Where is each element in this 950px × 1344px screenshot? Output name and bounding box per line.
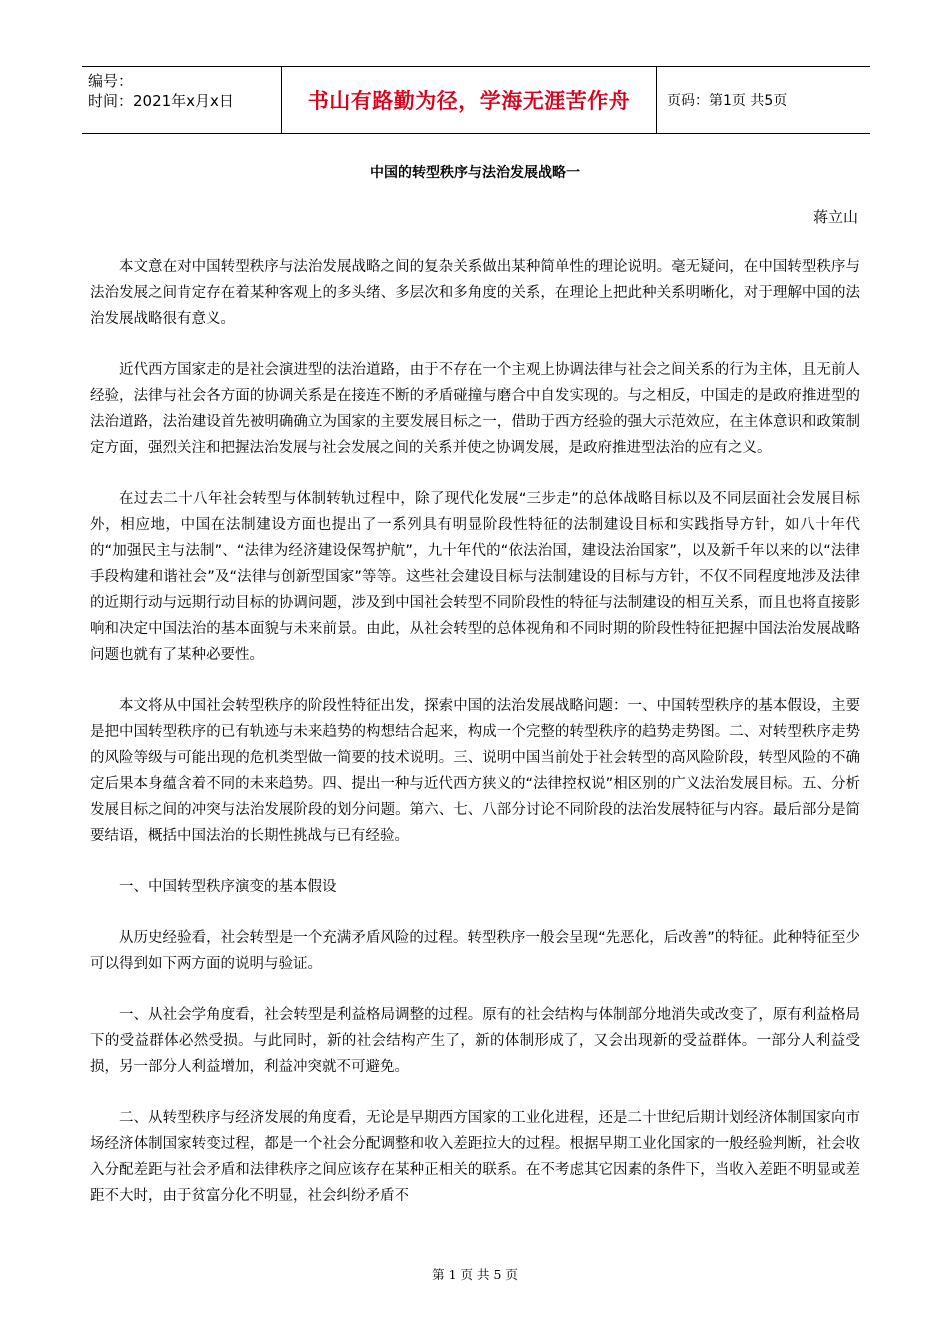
document-author: 蒋立山 <box>812 208 858 226</box>
paragraph: 二、从转型秩序与经济发展的角度看，无论是早期西方国家的工业化进程，还是二十世纪后期计划经济体制国家向市场经济体制国家转变过程，都是一个社会分配调整和收入差距拉大的过程。根据早期工业化国家的一般经验判断，社会收入分配差距与社会矛盾和法律秩序之间应该存在某种正相关的联系。在不考虑其它因素的条件下，当收入差距不明显或差距不大时，由于贫富分化不明显，社会纠纷矛盾不 <box>90 1110 860 1204</box>
header-page-info: 页码：第1页 共5页 <box>667 93 788 109</box>
paragraph: 本文将从中国社会转型秩序的阶段性特征出发，探索中国的法治发展战略问题：一、中国转型秩序的基本假设，主要是把中国转型秩序的已有轨迹与未来趋势的构想结合起来，构成一个完整的转型秩序的趋势走势图。二、对转型秩序走势的风险等级与可能出现的危机类型做一简要的技术说明。三、说明中国当前处于社会转型的高风险阶段，转型风险的不确定后果本身蕴含着不同的未来趋势。四、提出一种与近代西方狭义的“法律控权说”相区别的广义法治发展目标。五、分析发展目标之间的冲突与法治发展阶段的划分问题。第六、七、八部分讨论不同阶段的法治发展特征与内容。最后部分是简要结语，概括中国法治的长期性挑战与已有经验。 <box>90 698 860 844</box>
header-page-cell <box>657 67 870 133</box>
document-number-label: 编号： <box>88 72 134 90</box>
document-body <box>90 254 860 1234</box>
section-heading: 一、中国转型秩序演变的基本假设 <box>119 879 337 895</box>
document-title: 中国的转型秩序与法治发展战略一 <box>370 165 580 181</box>
paragraph: 在过去二十八年社会转型与体制转轨过程中，除了现代化发展“三步走”的总体战略目标以及不同层面社会发展目标外，相应地，中国在法制建设方面也提出了一系列具有明显阶段性特征的法制建设目标和实践指导方针，如八十年代的“加强民主与法制”、“法律为经济建设保驾护航”，九十年代的“依法治国，建设法治国家”，以及新千年以来的以“法律手段构建和谐社会”及“法律与创新型国家”等等。这些社会建设目标与法制建设的目标与方针，不仅不同程度地涉及法律的近期行动与远期行动目标的协调问题，涉及到中国社会转型不同阶段性的特征与法制建设的相互关系，而且也将直接影响和决定中国法治的基本面貌与未来前景。由此，从社会转型的总体视角和不同时期的阶段性特征把握中国法治发展战略问题也就有了某种必要性。 <box>90 491 860 663</box>
paragraph: 近代西方国家走的是社会演进型的法治道路，由于不存在一个主观上协调法律与社会之间关系的行为主体，且无前人经验，法律与社会各方面的协调关系是在接连不断的矛盾碰撞与磨合中自发实现的。与之相反，中国走的是政府推进型的法治道路，法治建设首先被明确确立为国家的主要发展目标之一，借助于西方经验的强大示范效应，在主体意识和政策制定方面，强烈关注和把握法治发展与社会发展之间的关系并使之协调发展，是政府推进型法治的应有之义。 <box>90 362 860 456</box>
page-footer: 第 1 页 共 5 页 <box>432 1267 518 1282</box>
header-motto-cell <box>282 67 657 133</box>
document-date-label: 时间：2021年x月x日 <box>88 92 234 110</box>
paragraph: 一、从社会学角度看，社会转型是利益格局调整的过程。原有的社会结构与体制部分地消失或改变了，原有利益格局下的受益群体必然受损。与此同时，新的社会结构产生了，新的体制形成了，又会出现新的受益群体。一部分人利益受损，另一部分人利益增加，利益冲突就不可避免。 <box>90 1007 860 1075</box>
paragraph: 从历史经验看，社会转型是一个充满矛盾风险的过程。转型秩序一般会呈现“先恶化，后改善”的特征。此种特征至少可以得到如下两方面的说明与验证。 <box>90 930 860 972</box>
page-header <box>82 66 870 134</box>
header-meta-cell <box>82 67 282 133</box>
paragraph: 本文意在对中国转型秩序与法治发展战略之间的复杂关系做出某种简单性的理论说明。毫无疑问，在中国转型秩序与法治发展之间肯定存在着某种客观上的多头绪、多层次和多角度的关系，在理论上把此种关系明晰化，对于理解中国的法治发展战略很有意义。 <box>90 259 860 327</box>
header-motto: 书山有路勤为径，学海无涯苦作舟 <box>307 89 631 113</box>
